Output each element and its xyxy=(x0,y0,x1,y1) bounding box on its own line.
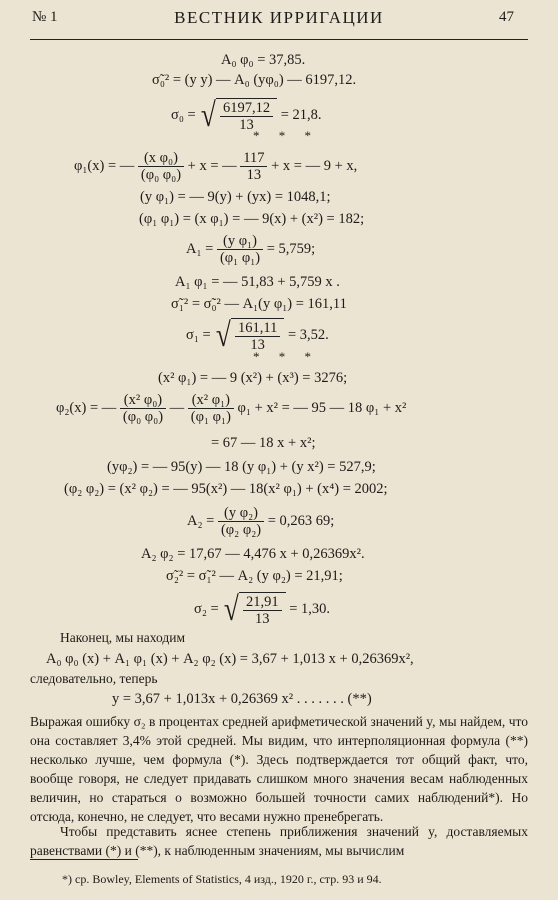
frac-phi1-a: $\frac{\text{(x φ₀)}}{\text{(φ₀ φ₀)}}$ xyxy=(138,150,184,183)
sqrt-sign: √ xyxy=(216,316,232,354)
journal-title: ВЕСТНИК ИРРИГАЦИИ xyxy=(174,8,384,27)
text-consequently: следовательно, теперь xyxy=(30,671,158,686)
eq-y-phi2: (yφ₂) = — 95(y) — 18 (y φ₁) + (y x²) = 527,9; xyxy=(107,459,376,475)
text-finally: Наконец, мы находим xyxy=(60,630,185,645)
page-header xyxy=(0,6,558,30)
footnote: *) ср. Bowley, Elements of Statistics, 4 изд., 1920 г., стр. 93 и 94. xyxy=(62,872,382,886)
frac-phi2-a: $\frac{\text{(x² φ₀)}}{\text{(φ₀ φ₀)}}$ xyxy=(120,392,166,425)
sqrt-sign: √ xyxy=(224,590,240,628)
eq-sigma2: σ₂ = √ $\frac{21,91}{13}$ = 1,30. xyxy=(194,590,331,628)
eq-final-formula: y = 3,67 + 1,013x + 0,26369 x² . . . . . . . (**) xyxy=(112,691,372,707)
frac-a1: $\frac{\text{(y φ₁)}}{\text{(φ₁ φ₁)}}$ xyxy=(217,233,263,266)
eq-sigma0-rhs: = 21,8. xyxy=(280,106,322,123)
sqrt-sigma2 xyxy=(222,592,285,627)
paragraph-error: Выражая ошибку σ₂ в процентах средней арифметической значений y, мы найдем, что она составляет 3,4% этой средней. Мы видим, что интерполяционная формула (**) несколько лучше, чем формула (*). Здесь подтверждается тот общий факт, что, вообще говоря, не следует придавать слишком много значения весам наблюденных величин, но стараться о возможно большей точности самих наблюдений*). Но отсюда, конечно, не следует, что весами нужно пренебрегать. xyxy=(30,714,528,824)
header-rule xyxy=(30,39,528,40)
eq-a2-phi2: A₂ φ₂ = 17,67 — 4,476 x + 0,26369x². xyxy=(141,546,365,562)
frac-phi1-b: $\frac{117}{13}$ xyxy=(240,150,267,183)
frac-denominator: 13 xyxy=(239,117,254,133)
eq-a2: A₂ = $\frac{\text{(y φ₂)}}{\text{(φ₂ φ₂)}}$ = 0,263 69; xyxy=(187,505,335,538)
eq-sigma1: σ₁ = √ $\frac{161,11}{13}$ = 3,52. xyxy=(186,316,329,354)
eq-sigma0-squared: σ̃₀² = (y y) — A₀ (yφ₀) — 6197,12. xyxy=(152,72,357,88)
eq-phi2: φ₂(x) = — $\frac{\text{(x² φ₀)}}{\text{(φ₀ φ₀)}}$ — $\frac{\text{(x² φ₁)}}{\text{(φ₁ φ₁)}}$ φ₁ + x² = — 95 — 18 φ₁ + x² xyxy=(56,392,407,425)
eq-phi1-phi1: (φ₁ φ₁) = (x φ₁) = — 9(x) + (x²) = 182; xyxy=(139,211,365,227)
eq-sigma1-squared: σ̃₁² = σ̃₀² — A₁(y φ₁) = 161,11 xyxy=(171,296,347,312)
eq-y-phi1: (y φ₁) = — 9(y) + (yx) = 1048,1; xyxy=(140,189,331,205)
eq-phi2-expanded: = 67 — 18 x + x²; xyxy=(211,435,316,451)
frac-a2: $\frac{\text{(y φ₂)}}{\text{(φ₂ φ₂)}}$ xyxy=(218,505,264,538)
frac-phi2-b: $\frac{\text{(x² φ₁)}}{\text{(φ₁ φ₁)}}$ xyxy=(188,392,234,425)
eq-x2-phi1: (x² φ₁) = — 9 (x²) + (x³) = 3276; xyxy=(158,370,348,386)
frac-numerator: 6197,12 xyxy=(220,100,273,117)
eq-sigma0-lhs: σ₀ = xyxy=(171,106,196,123)
eq-a0-phi0: A₀ φ₀ = 37,85. xyxy=(221,52,306,68)
eq-a1: A₁ = $\frac{\text{(y φ₁)}}{\text{(φ₁ φ₁)}}$ = 5,759; xyxy=(186,233,316,266)
eq-sum: A₀ φ₀ (x) + A₁ φ₁ (x) + A₂ φ₂ (x) = 3,67 + 1,013 x + 0,26369x², xyxy=(46,651,414,667)
frac-sigma1: $\frac{161,11}{13}$ xyxy=(235,320,280,353)
sqrt-sign: √ xyxy=(201,96,217,134)
paragraph-comparison: Чтобы представить яснее степень приближения значений y, доставляемых равенствами (*) и (**), к наблюденным значениям, мы вычислим xyxy=(30,824,528,858)
eq-sigma2-squared: σ̃₂² = σ̃₁² — A₂ (y φ₂) = 21,91; xyxy=(166,568,343,584)
footnote-rule xyxy=(30,859,138,860)
issue-number: № 1 xyxy=(32,9,58,25)
frac-sigma2: $\frac{21,91}{13}$ xyxy=(243,594,282,627)
sqrt-sigma1 xyxy=(214,318,284,353)
eq-phi2-phi2: (φ₂ φ₂) = (x² φ₂) = — 95(x²) — 18(x² φ₁) + (x⁴) = 2002; xyxy=(64,481,388,497)
eq-phi1: φ₁(x) = — $\frac{\text{(x φ₀)}}{\text{(φ₀ φ₀)}}$ + x = — $\frac{117}{13}$ + x = — 9 + x, xyxy=(74,150,358,183)
page-number: 47 xyxy=(499,9,514,25)
section-stars-2: * * * xyxy=(253,349,319,364)
eq-a1-phi1: A₁ φ₁ = — 51,83 + 5,759 x . xyxy=(175,274,340,290)
section-stars-1: * * * xyxy=(253,128,319,143)
